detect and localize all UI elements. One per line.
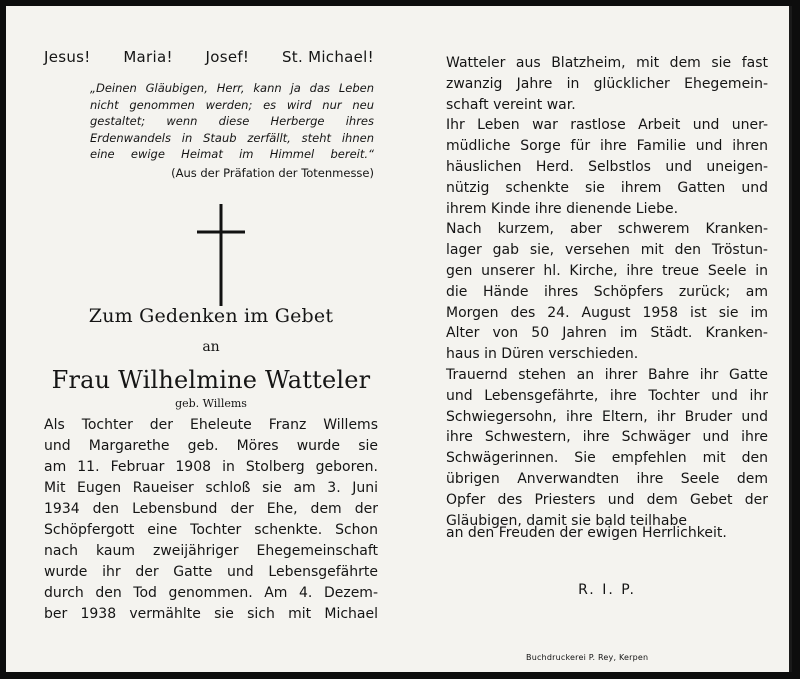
bio-line: wurde ihr der Gatte und Lebensgefährte xyxy=(44,564,378,580)
rip-text: R. I. P. xyxy=(578,582,636,598)
bio-line: Schöpfergott eine Tochter schenkte. Schon xyxy=(44,522,378,538)
bio-line: Morgen des 24. August 1958 ist sie im xyxy=(446,304,768,321)
bio-line: lager gab sie, versehen mit den Tröstun- xyxy=(446,242,768,259)
quote-source: (Aus der Präfation der Totenmesse) xyxy=(171,165,374,180)
preface-quote xyxy=(90,80,374,163)
bio-line: und Margarethe geb. Möres wurde sie xyxy=(44,438,378,454)
quote-line: eine ewige Heimat im Himmel bereit.“ xyxy=(90,147,374,161)
bio-line: ber 1938 vermählte sie sich mit Michael xyxy=(44,606,378,622)
bio-line: müdliche Sorge für ihre Familie und ihren xyxy=(446,138,768,155)
bio-line: Trauernd stehen an ihrer Bahre ihr Gatte xyxy=(446,366,768,383)
bio-line: Opfer des Priesters und dem Gebet der xyxy=(446,491,768,508)
memorial-card xyxy=(6,6,792,672)
bio-line: Mit Eugen Raueiser schloß sie am 3. Juni xyxy=(44,480,378,496)
cross-icon xyxy=(191,200,251,310)
bio-line: nützig schenkte sie ihrem Gatten und xyxy=(446,179,768,196)
quote-line: „Deinen Gläubigen, Herr, kann ja das Leben xyxy=(90,81,374,95)
bio-line: Alter von 50 Jahren im Städt. Kranken- xyxy=(446,325,768,342)
bio-line: die Hände ihres Schöpfers zurück; am xyxy=(446,283,768,300)
bio-line: nach kaum zweijähriger Ehegemeinschaft xyxy=(44,543,378,559)
right-column xyxy=(446,53,768,531)
bio-line: Ihr Leben war rastlose Arbeit und uner- xyxy=(446,117,768,134)
bio-line: Als Tochter der Eheleute Franz Willems xyxy=(44,417,378,433)
closing-line: an den Freuden der ewigen Herrlichkeit. xyxy=(446,525,727,541)
invocation-josef: Josef! xyxy=(205,48,250,66)
heading-an: an xyxy=(202,339,220,355)
bio-line: Schwiegersohn, ihre Eltern, ihr Bruder und xyxy=(446,408,768,425)
bio-line: Nach kurzem, aber schwerem Kranken- xyxy=(446,221,768,238)
bio-line: am 11. Februar 1908 in Stolberg geboren. xyxy=(44,459,378,475)
bio-line: Watteler aus Blatzheim, mit dem sie fast xyxy=(446,55,768,71)
bio-line: übrigen Anverwandten ihre Seele dem xyxy=(446,470,768,487)
biography-left xyxy=(44,415,378,625)
bio-line: schaft vereint war. xyxy=(446,96,576,113)
quote-line: gestaltet; wenn diese Herberge ihres xyxy=(90,114,374,128)
memorial-heading: Zum Gedenken im Gebet xyxy=(88,305,334,327)
bio-line: haus in Düren verschieden. xyxy=(446,346,639,363)
left-column xyxy=(44,48,378,622)
quote-line: nicht genommen werden; es wird nur neu xyxy=(90,97,374,112)
printer-credit: Buchdruckerei P. Rey, Kerpen xyxy=(526,653,649,662)
maiden-name: geb. Willems xyxy=(175,397,247,410)
bio-line: durch den Tod genommen. Am 4. Dezem- xyxy=(44,585,378,601)
bio-line: zwanzig Jahre in glücklicher Ehegemein- xyxy=(446,75,768,92)
invocation-maria: Maria! xyxy=(123,48,173,66)
invocation-michael: St. Michael! xyxy=(281,48,374,66)
bio-line: 1934 den Lebensbund der Ehe, dem der xyxy=(44,501,378,517)
bio-line: und Lebensgefährte, ihre Tochter und ihr xyxy=(446,387,768,404)
invocation-line xyxy=(44,48,374,66)
invocation-jesus: Jesus! xyxy=(44,48,91,66)
bio-line: Schwägerinnen. Sie empfehlen mit den xyxy=(446,450,768,467)
bio-line: gen unserer hl. Kirche, ihre treue Seele in xyxy=(446,262,768,279)
deceased-name: Frau Wilhelmine Watteler xyxy=(51,366,371,394)
bio-line: ihrem Kinde ihre dienende Liebe. xyxy=(446,200,679,217)
bio-line: ihre Schwestern, ihre Schwäger und ihre xyxy=(446,429,768,446)
bio-line: Gläubigen, damit sie bald teilhabe xyxy=(446,512,687,529)
quote-line: Erdenwandels in Staub zerfällt, steht ihnen xyxy=(90,130,374,145)
bio-line: häuslichen Herd. Selbstlos und uneigen- xyxy=(446,158,768,175)
